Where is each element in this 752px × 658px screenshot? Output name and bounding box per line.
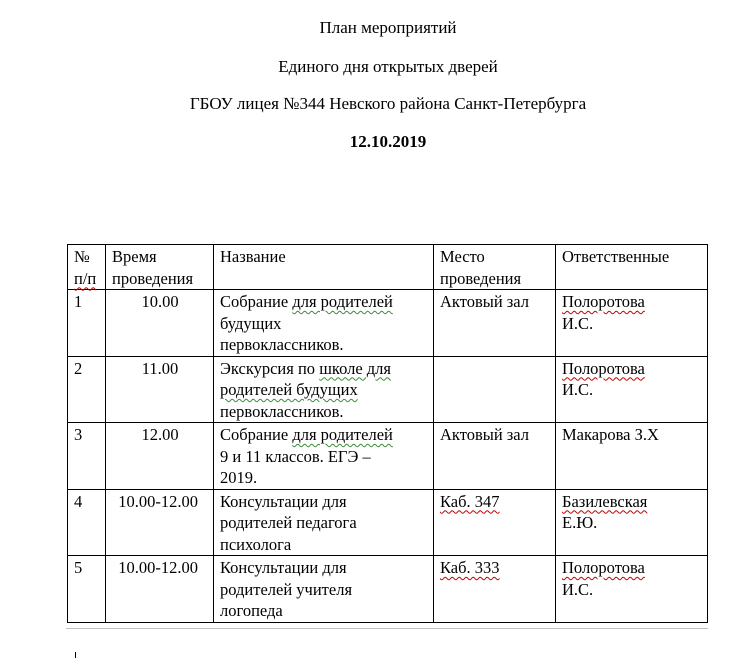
row-num: 2: [68, 356, 106, 423]
row-time-value: 12.00: [141, 425, 179, 444]
row-time: [106, 489, 214, 556]
row-place-value: Каб. 333: [440, 558, 500, 577]
header-responsible: Ответственные: [556, 245, 708, 290]
row-name: [214, 356, 434, 423]
header-num-line1: №: [74, 247, 90, 266]
row-time: [106, 356, 214, 423]
row-name-line3: 2019.: [220, 468, 258, 487]
row-time-value: 11.00: [141, 358, 179, 378]
row-resp-line1: Полоротова: [562, 358, 645, 378]
row-name-line1a: Собрание: [220, 292, 293, 311]
row-name-line1b: для: [322, 558, 347, 577]
row-num: 4: [68, 489, 106, 556]
row-time-value: 10.00: [141, 292, 179, 311]
row-name-line1a: Консультации: [220, 558, 323, 577]
row-resp-line2: И.С.: [562, 579, 594, 599]
row-name-line1a: Собрание: [220, 425, 293, 444]
row-resp-line1: Макарова З.Х: [562, 425, 659, 444]
row-resp-line2: И.С.: [562, 380, 594, 399]
event-date: 12.10.2019: [349, 132, 427, 151]
table-row: [68, 489, 708, 556]
table-header-row: [68, 245, 708, 290]
row-responsible: [556, 356, 708, 423]
plan-subtitle: Единого дня открытых дверей: [278, 57, 498, 76]
header-place: [434, 245, 556, 290]
header-time-line2: проведения: [112, 268, 194, 288]
row-place: [434, 489, 556, 556]
header-num: [68, 245, 106, 290]
row-num: 1: [68, 290, 106, 357]
row-place-value: Каб. 347: [440, 491, 500, 511]
row-resp-line1: Базилевская: [562, 491, 648, 511]
row-name-line1a: Экскурсия по: [220, 358, 320, 378]
row-resp-line2: Е.Ю.: [562, 513, 598, 532]
row-responsible: [556, 556, 708, 623]
row-num: 5: [68, 556, 106, 623]
row-name-line2: родителей учителя: [220, 579, 353, 599]
row-place: [434, 556, 556, 623]
table-row: [68, 556, 708, 623]
text-cursor: [75, 652, 76, 658]
row-name-line3: первоклассников.: [220, 335, 344, 354]
row-name-line2: 9 и 11 классов. ЕГЭ –: [220, 446, 371, 466]
row-name: [214, 489, 434, 556]
row-time-value: 10.00-12.00: [118, 558, 198, 577]
events-table: [67, 244, 708, 623]
row-responsible: [556, 489, 708, 556]
row-place: Актовый зал: [434, 423, 556, 490]
row-time: [106, 556, 214, 623]
row-num: 3: [68, 423, 106, 490]
row-place: Актовый зал: [434, 290, 556, 357]
table-row: [68, 290, 708, 357]
row-responsible: [556, 290, 708, 357]
row-place: [434, 356, 556, 423]
row-resp-line1: Полоротова: [562, 558, 645, 577]
row-name-line1b: для: [322, 491, 347, 511]
header-place-line2: проведения: [440, 268, 522, 288]
row-name: [214, 290, 434, 357]
row-name: [214, 423, 434, 490]
row-name-line3: первоклассников.: [220, 401, 344, 421]
row-name-line1b: для родителей: [292, 425, 393, 444]
row-name: [214, 556, 434, 623]
row-time: [106, 290, 214, 357]
row-time-value: 10.00-12.00: [118, 491, 198, 511]
header-time-line1: Время: [112, 247, 157, 266]
header-num-line2: п/п: [74, 268, 97, 288]
plan-title: План мероприятий: [319, 18, 457, 37]
table-row: [68, 356, 708, 423]
row-name-line1b: для родителей: [292, 292, 393, 311]
header-place-line1: Место: [440, 247, 485, 266]
page-bottom-rule: [66, 628, 708, 629]
row-name-line2: будущих: [220, 313, 282, 333]
table-row: [68, 423, 708, 490]
row-name-line2: родителей будущих: [220, 380, 358, 399]
header-name: Название: [214, 245, 434, 290]
row-name-line1b: школе для: [319, 358, 392, 378]
row-name-line3: психолога: [220, 534, 292, 554]
row-time: [106, 423, 214, 490]
row-resp-line2: И.С.: [562, 313, 594, 333]
row-name-line2: родителей педагога: [220, 513, 357, 532]
school-name: ГБОУ лицея №344 Невского района Санкт-Петербурга: [189, 94, 587, 113]
row-resp-line1: Полоротова: [562, 292, 645, 311]
row-responsible: [556, 423, 708, 490]
row-name-line1a: Консультации: [220, 491, 323, 511]
row-name-line3: логопеда: [220, 601, 283, 620]
header-time: [106, 245, 214, 290]
